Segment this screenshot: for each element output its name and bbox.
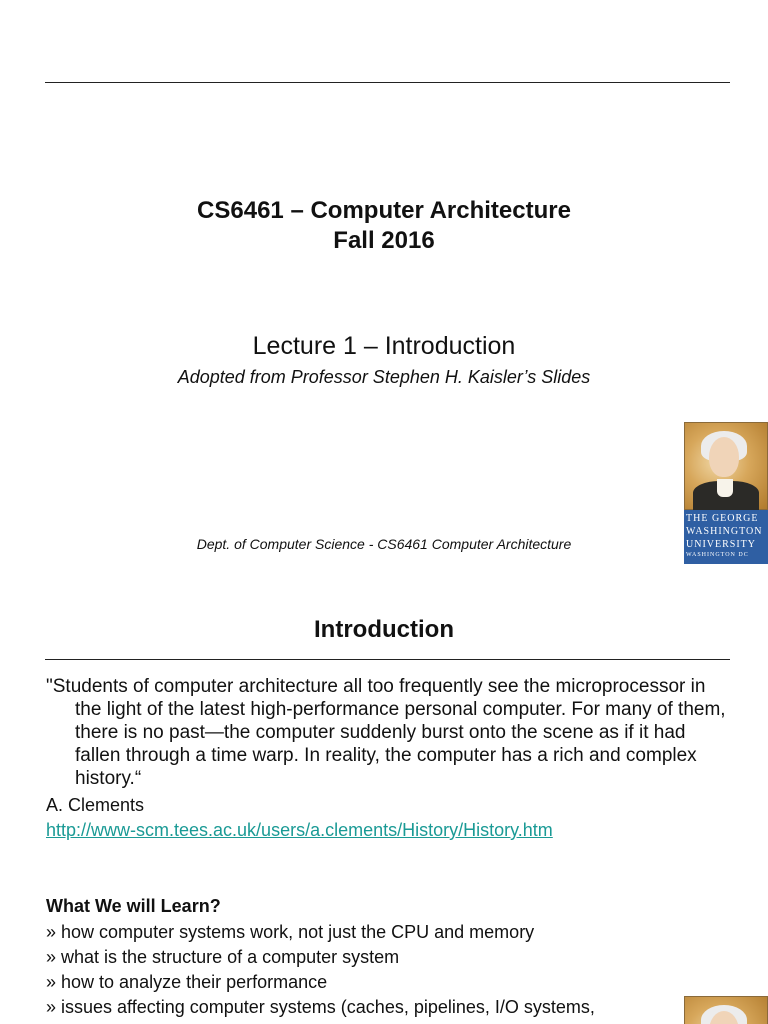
list-item: » issues affecting computer systems (caches, pipelines, I/O systems, bbox=[46, 997, 595, 1017]
list-item: » how to analyze their performance bbox=[46, 972, 328, 992]
history-link[interactable]: http://www-scm.tees.ac.uk/users/a.clements/History/History.htm bbox=[46, 820, 553, 840]
list-item: » what is the structure of a computer system bbox=[46, 947, 400, 967]
logo-wordmark: THE GEORGE WASHINGTON UNIVERSITY WASHINGTON DC bbox=[684, 510, 768, 564]
lecture-title: Lecture 1 – Introduction bbox=[252, 332, 516, 360]
learn-heading: What We will Learn? bbox=[46, 896, 221, 916]
heading-rule bbox=[45, 659, 730, 660]
bullet-marker: » bbox=[46, 972, 57, 992]
bullet-marker: » bbox=[46, 947, 57, 967]
top-rule bbox=[45, 82, 730, 83]
slide-footer: Dept. of Computer Science - CS6461 Computer Architecture bbox=[196, 536, 572, 552]
course-title-line-1: CS6461 – Computer Architecture bbox=[197, 197, 571, 224]
course-title-line-2: Fall 2016 bbox=[333, 227, 435, 254]
university-logo-partial bbox=[684, 996, 768, 1024]
portrait-image bbox=[684, 422, 768, 510]
bullet-marker: » bbox=[46, 922, 57, 942]
list-item: » how computer systems work, not just the CPU and memory bbox=[46, 922, 535, 942]
adopted-credit: Adopted from Professor Stephen H. Kaisler’s Slides bbox=[177, 367, 591, 387]
quote-text: "Students of computer architecture all too frequently see the microprocessor in the light of the latest high-performance personal computer. For many of them, there is no past—the computer suddenly burst onto the scene as if it had fallen through a time warp. In reality, the computer has a rich and complex history.“ bbox=[46, 676, 726, 789]
quote-attribution: A. Clements bbox=[46, 795, 145, 815]
learn-list bbox=[46, 920, 746, 1020]
slide-heading: Introduction bbox=[314, 616, 454, 643]
course-title bbox=[0, 196, 768, 256]
slide-2 bbox=[0, 590, 768, 1024]
portrait-image bbox=[684, 996, 768, 1024]
university-logo bbox=[684, 422, 768, 564]
bullet-marker: » bbox=[46, 997, 57, 1017]
